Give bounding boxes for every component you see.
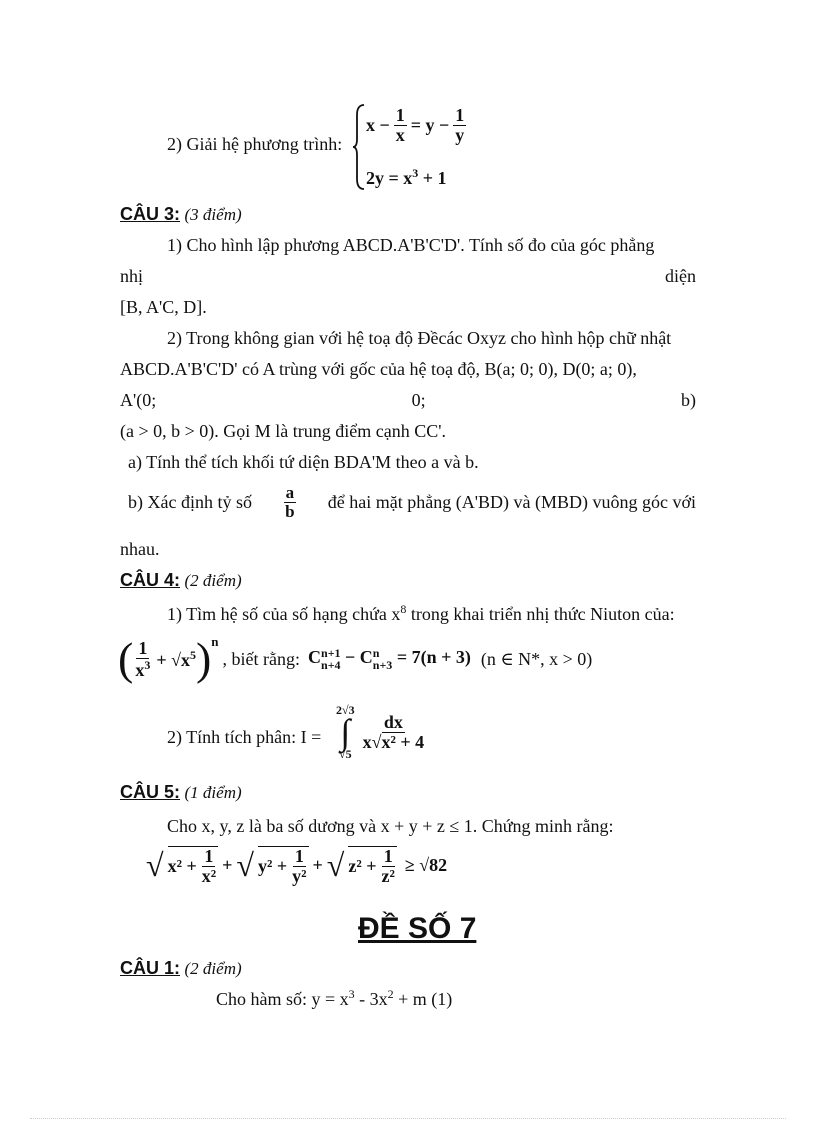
binom-power: n [211,634,219,649]
cau4-p1-exp: 8 [400,602,407,616]
ratio-num: a [285,483,295,502]
int-lower: √5 [339,747,352,762]
cau5-p1: Cho x, y, z là ba số dương và x + y + z ≤ 1. Chứng minh rằng: [167,816,614,836]
cau3-p2-line3-b: 0; [411,390,426,410]
cau4-heading [120,570,242,591]
int-den: x√x² + 4 [362,731,425,752]
ratio-den: b [285,501,295,521]
cau3-pb-right: để hai mặt phẳng (A'BD) và (MBD) vuông góc với [327,491,696,512]
cau4-p1-a: 1) Tìm hệ số của số hạng chứa x [167,604,401,624]
integral-label: 2) Tính tích phân: I = [167,727,322,747]
term3: z² + [348,855,377,876]
t3-num: 1 [383,846,393,866]
sqrt-term-3 [348,846,397,886]
cau4-points: (2 điểm) [184,571,242,590]
de7-cau1-heading [120,958,242,979]
eq1-frac2-den: y [455,124,465,145]
eq2-exp: 3 [412,166,419,180]
int-num: dx [383,711,403,732]
eq1-frac2-num: 1 [455,105,465,125]
cau3-points: (3 điểm) [184,205,242,224]
binomial-expression [118,633,593,684]
cau5-heading [120,782,242,803]
eq1-fraction-2 [453,106,466,145]
cau3-heading [120,204,242,225]
cau3-p2-line4: (a > 0, b > 0). Gọi M là trung điểm cạnh CC'. [120,421,446,441]
plus-1: + [222,855,233,876]
eq1-frac1-den: x [395,124,405,145]
eq1-left: x − [366,114,390,135]
cau5-points: (1 điểm) [184,783,242,802]
comb2-sup: n [372,646,380,660]
cau3-pb-line2: nhau. [120,539,160,559]
paren-open: ( [118,633,134,684]
brace-shape [352,103,366,191]
cau3-p1-line2-right: diện [665,266,696,286]
t1-den: x² [201,865,217,886]
cau5-header: CÂU 5: [120,782,181,802]
binom-plus-exp: 5 [189,647,196,662]
eq2-tail: + 1 [418,168,447,188]
binom-den-exp: 3 [144,657,151,672]
term2: y² + [257,855,288,876]
inequality: √ x² + $\frac{1}{\text{x²}}$ + √ y² + $\frac{1}{\text{y²}}$ + √ z² + $\frac{1}{\text{z²}}$ ≥ √82 [146,846,448,886]
cau3-header: CÂU 3: [120,204,181,224]
integrand-fraction [361,713,427,752]
de7-text-c: + m (1) [393,989,453,1009]
de7-text-b: - 3x [354,989,388,1009]
binom-fraction [133,639,152,680]
cau3-p2-line3-c: b) [680,390,696,410]
comb-minus: − C [340,647,373,668]
de7-exp2: 2 [387,987,394,1001]
t1-num: 1 [204,846,214,866]
integral-sign: 2√3 ∫ √5 [336,703,355,762]
cau3-part-b [128,484,696,521]
comb1-sup: n+1 [321,646,341,660]
de7-cau1-points: (2 điểm) [184,959,242,978]
eq1-frac1-num: 1 [395,105,405,125]
cau4-p1 [167,602,675,625]
cau3-part-a: a) Tính thể tích khối tứ diện BDA'M theo a và b. [128,452,479,472]
binom-plus [156,648,196,671]
eq2-main: 2y = x [366,168,413,188]
cau4-p1-b: trong khai triển nhị thức Niuton của: [406,604,675,624]
comb1: C [308,647,322,668]
binom-den: x [135,659,145,680]
de7-cau1-text [216,987,452,1010]
term1: x² + [167,855,197,876]
equation-2 [366,166,447,189]
sqrt-term-1 [168,846,219,886]
cau4-given: , biết rằng: [222,648,301,669]
comb1-sub: n+4 [321,658,341,672]
plus-2: + [312,855,323,876]
cau3-pb-left: b) Xác định tỷ số [128,491,252,512]
de7-cau1-header: CÂU 1: [120,958,181,978]
ratio-fraction [283,484,296,521]
comb-eq: = 7(n + 3) [392,647,471,668]
t2-den: y² [292,865,307,886]
inequality-rhs: ≥ √82 [404,855,448,876]
equation-1 [366,106,466,145]
page-bottom-border [30,1118,786,1119]
int-upper: 2√3 [336,703,355,717]
de7-exp3: 3 [348,987,355,1001]
comb2-sub: n+3 [372,658,393,672]
cau3-p2-line3-a: A'(0; [120,390,157,410]
combination-equation [308,647,471,671]
de7-text-a: Cho hàm số: y = x [216,989,349,1009]
cau3-p1-line2 [120,266,696,287]
cau4-condition: (n ∈ N*, x > 0) [480,648,593,669]
sqrt-term-2 [258,846,309,886]
t2-num: 1 [294,846,304,866]
cau3-p2-line2: ABCD.A'B'C'D' có A trùng với gốc của hệ toạ độ, B(a; 0; 0), D(0; a; 0), [120,359,637,379]
eq1-fraction-1 [394,106,407,145]
cau3-p1-line2-left: nhị [120,266,144,286]
eq1-mid: = y − [410,114,450,135]
integral-expression [336,704,426,760]
cau4-header: CÂU 4: [120,570,181,590]
cau3-p1-line3: [B, A'C, D]. [120,297,207,317]
q2-label: 2) Giải hệ phương trình: [167,134,343,154]
binom-plus-text: + √x [156,649,190,670]
binom-num: 1 [138,637,148,658]
system-brace [352,103,366,196]
cau3-p2-line1: 2) Trong không gian với hệ toạ độ Đềcác Oxyz cho hình hộp chữ nhật [167,328,672,348]
cau3-p2-line3 [120,390,696,411]
paren-close: ) [195,633,212,684]
exam-title: ĐỀ SỐ 7 [358,912,477,945]
cau3-p1-line1: 1) Cho hình lập phương ABCD.A'B'C'D'. Tính số đo của góc phẳng [167,235,655,255]
t3-den: z² [381,865,395,886]
